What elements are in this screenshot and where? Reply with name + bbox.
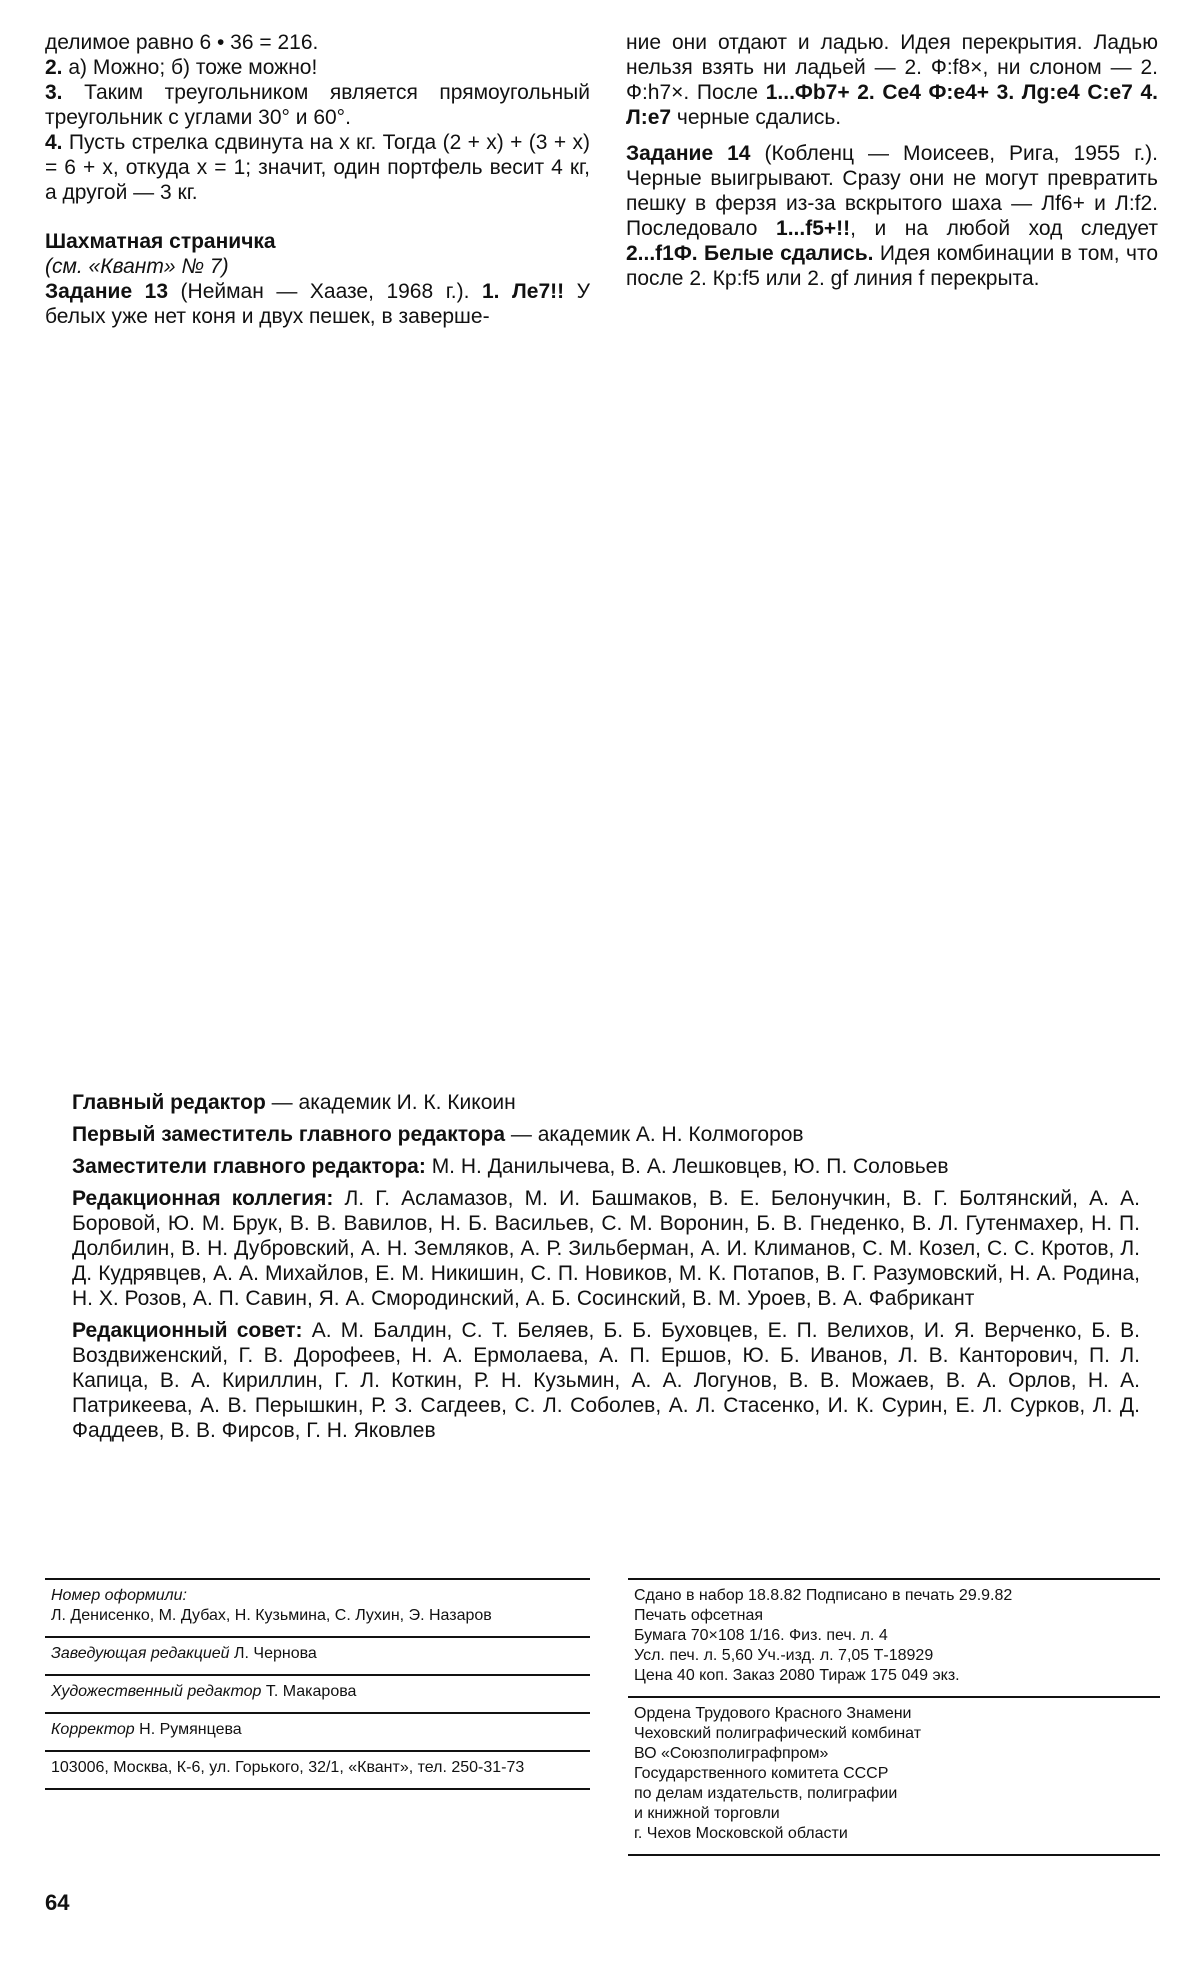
answer-item-2: 2. а) Можно; б) тоже можно! [45, 56, 318, 79]
chief-editor: Главный редактор — академик И. К. Кикоин [72, 1091, 516, 1114]
editorial-board [72, 1090, 1140, 1450]
editorial-collegium: Редакционная коллегия: Л. Г. Асламазов, М. И. Башмаков, В. Е. Белонучкин, В. Г. Болтянский, А. А. Боровой, Ю. М. Брук, В. В. Вавилов, Н. Б. Васильев, С. М. Воронин, Б. В. Гнеденко, В. Л. Гутенмахер, Н. П. Долбилин, В. Н. Дубровский, А. Н. Земляков, А. Р. Зильберман, А. И. Климанов, С. М. Козел, С. С. Кротов, Л. Д. Кудрявцев, А. А. Михайлов, Е. М. Никишин, С. П. Новиков, М. К. Потапов, В. Г. Разумовский, Н. А. Родина, Н. Х. Розов, А. П. Савин, Я. А. Смородинский, А. Б. Сосинский, В. М. Уроев, В. А. Фабрикант [72, 1187, 1140, 1310]
task-14: Задание 14 (Кобленц — Моисеев, Рига, 1955 г.). Черные выигрывают. Сразу они не могут превратить пешку в ферзя из-за вскрытого шаха — Лf6+ и Л:f2. Последовало 1...f5+!!, и на любой ход следует 2...f1Ф. Белые сдались. Идея комбинации в том, что после 2. Кр:f5 или 2. gf линия f перекрыта. [626, 142, 1159, 290]
imprint-print-info [628, 1578, 1160, 1856]
imprint-staff [45, 1578, 590, 1790]
chess-heading: Шахматная страничка [45, 230, 276, 253]
task-13: Задание 13 (Нейман — Хаазе, 1968 г.). 1. Ле7!! У белых уже нет коня и двух пешек, в заверше- [45, 280, 590, 328]
head-editor-block: Заведующая редакцией Л. Чернова [51, 1645, 317, 1662]
answer-item-3: 3. Таким треугольником является прямоугольный треугольник с углами 30° и 60°. [45, 81, 590, 129]
answer-item-4: 4. Пусть стрелка сдвинута на x кг. Тогда (2 + x) + (3 + x) = 6 + x, откуда x = 1; значит, один портфель весит 4 кг, а другой — 3 кг. [45, 131, 590, 204]
answer-line: делимое равно 6 • 36 = 216. [45, 31, 319, 54]
page-number: 64 [45, 1890, 70, 1915]
print-details: Сдано в набор 18.8.82 Подписано в печать 29.9.82 Печать офсетная Бумага 70×108 1/16. Физ. печ. л. 4 Усл. печ. л. 5,60 Уч.-изд. л. 7,05 Т-18929 Цена 40 коп. Заказ 2080 Тираж 175 049 экз. [634, 1587, 1013, 1684]
left-column [45, 30, 590, 329]
right-column [626, 30, 1158, 291]
designers-block: Номер оформили: Л. Денисенко, М. Дубах, Н. Кузьмина, С. Лухин, Э. Назаров [51, 1587, 492, 1624]
first-deputy-editor: Первый заместитель главного редактора — академик А. Н. Колмогоров [72, 1123, 804, 1146]
art-editor-block: Художественный редактор Т. Макарова [51, 1683, 357, 1700]
task-13-continued: ние они отдают и ладью. Идея перекрытия. Ладью нельзя взять ни ладьей — 2. Ф:f8×, ни слоном — 2. Ф:h7×. После 1...Фb7+ 2. Се4 Ф:е4+ 3. Лg:е4 С:е7 4. Л:е7 черные сдались. [626, 31, 1158, 129]
chess-reference: (см. «Квант» № 7) [45, 255, 229, 278]
printer-details: Ордена Трудового Красного Знамени Чеховский полиграфический комбинат ВО «Союзполиграфпром» Государственного комитета СССР по делам издательств, полиграфии и книжной торговли г. Чехов Московской области [634, 1705, 922, 1842]
deputy-editors: Заместители главного редактора: М. Н. Данилычева, В. А. Лешковцев, Ю. П. Соловьев [72, 1155, 949, 1178]
address-block: 103006, Москва, К-6, ул. Горького, 32/1, «Квант», тел. 250-31-73 [51, 1759, 525, 1776]
proofreader-block: Корректор Н. Румянцева [51, 1721, 242, 1738]
editorial-council: Редакционный совет: А. М. Балдин, С. Т. Беляев, Б. Б. Буховцев, Е. П. Велихов, И. Я. Верченко, Б. В. Воздвиженский, Г. В. Дорофеев, Н. А. Ермолаева, А. П. Ершов, Ю. Б. Иванов, Л. В. Канторович, П. Л. Капица, В. А. Кириллин, Г. Л. Коткин, Р. Н. Кузьмин, А. А. Логунов, В. В. Можаев, В. А. Орлов, Н. А. Патрикеева, А. В. Перышкин, Р. З. Сагдеев, С. Л. Соболев, А. Л. Стасенко, И. К. Сурин, Е. Л. Сурков, Л. Д. Фаддеев, В. В. Фирсов, Г. Н. Яковлев [72, 1319, 1140, 1442]
